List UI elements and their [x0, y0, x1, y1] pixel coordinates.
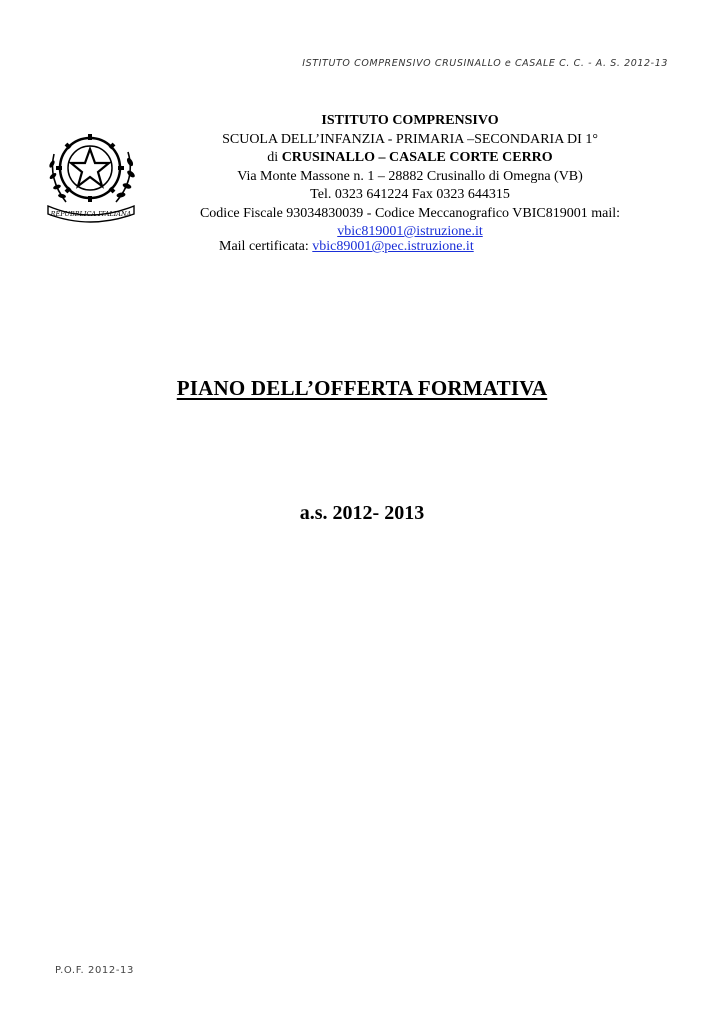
- certified-mail-link[interactable]: vbic89001@pec.istruzione.it: [312, 239, 474, 254]
- school-location: [150, 149, 670, 168]
- letterhead: [150, 112, 670, 242]
- institute-name: ISTITUTO COMPRENSIVO: [321, 113, 499, 128]
- location-name: CRUSINALLO – CASALE CORTE CERRO: [281, 150, 553, 165]
- running-header: ISTITUTO COMPRENSIVO CRUSINALLO e CASALE C. C. - A. S. 2012-13: [302, 58, 668, 69]
- certified-mail-label: Mail certificata:: [219, 239, 313, 254]
- fiscal-codes: Codice Fiscale 93034830039 - Codice Meccanografico VBIC819001 mail:: [199, 205, 621, 221]
- certified-mail-line: [219, 239, 474, 255]
- school-levels: SCUOLA DELL’INFANZIA - PRIMARIA –SECONDARIA DI 1°: [222, 131, 598, 147]
- location-prefix: di: [267, 150, 282, 165]
- address: Via Monte Massone n. 1 – 28882 Crusinallo di Omegna (VB): [237, 168, 583, 184]
- page-footer: P.O.F. 2012-13: [55, 965, 134, 976]
- document-title: PIANO DELL’OFFERTA FORMATIVA: [176, 376, 548, 400]
- school-year: a.s. 2012- 2013: [299, 502, 425, 524]
- repubblica-italiana-emblem-icon: [42, 124, 142, 224]
- phone-fax: Tel. 0323 641224 Fax 0323 644315: [310, 187, 510, 202]
- emblem-ribbon-text: REPUBBLICA ITALIANA: [50, 210, 132, 218]
- email-link[interactable]: vbic819001@istruzione.it: [337, 224, 483, 239]
